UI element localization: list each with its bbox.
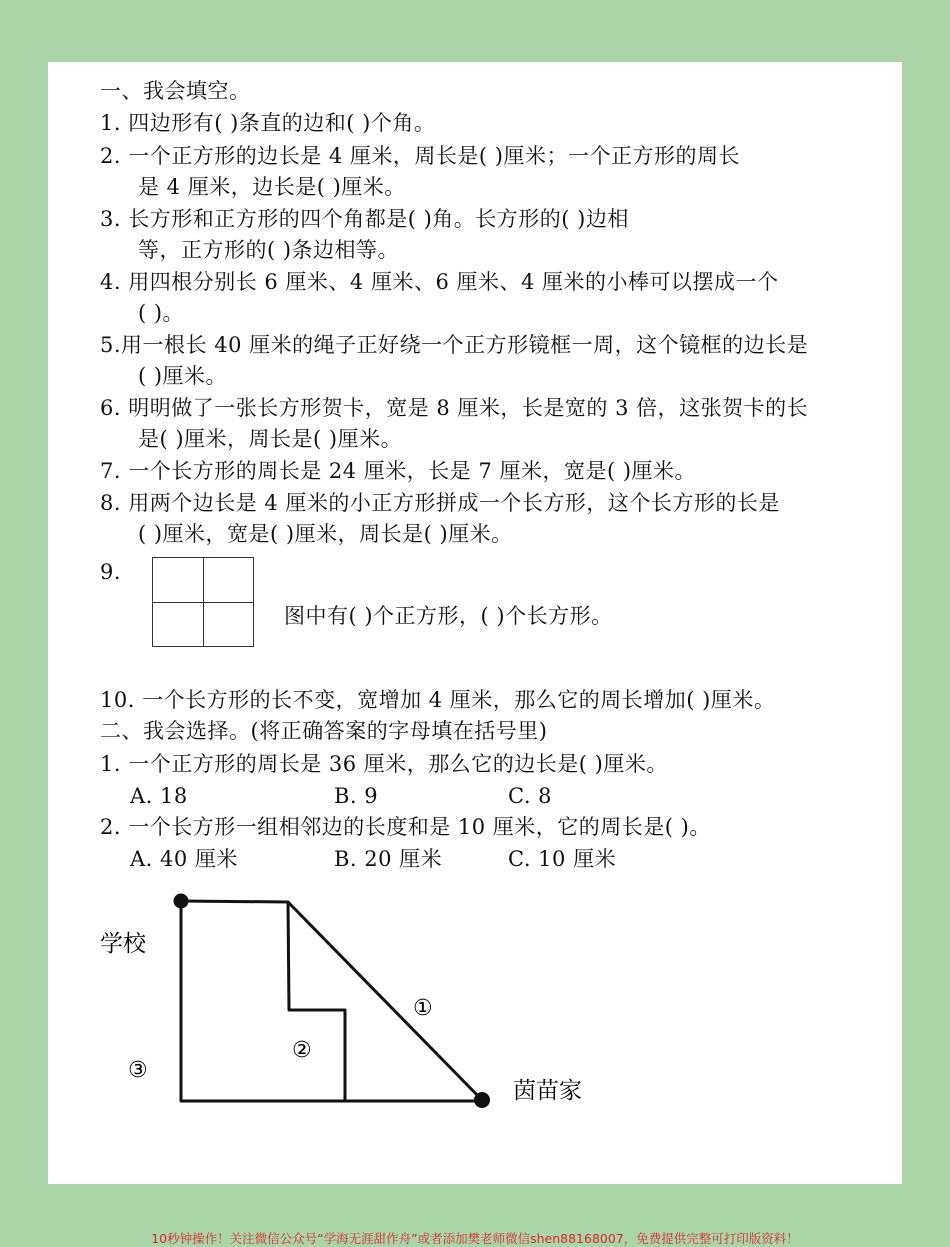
- choice-question-1: 1. 一个正方形的周长是 36 厘米，那么它的边长是( )厘米。: [100, 752, 668, 776]
- choice-question-2: 2. 一个长方形一组相邻边的长度和是 10 厘米，它的周长是( )。: [100, 815, 711, 839]
- worksheet-page: [48, 62, 902, 1184]
- question-line: ( )厘米，宽是( )厘米，周长是( )厘米。: [138, 522, 513, 546]
- question-line: ( )。: [138, 301, 185, 325]
- q9-text: 图中有( )个正方形，( )个长方形。: [284, 604, 613, 628]
- q9-number: 9.: [100, 560, 122, 584]
- question-line: 4. 用四根分别长 6 厘米、4 厘米、6 厘米、4 厘米的小棒可以摆成一个: [100, 270, 779, 294]
- route-1-path: [288, 902, 482, 1100]
- school-label: 学校: [100, 931, 146, 957]
- section1-title: 一、我会填空。: [100, 79, 251, 103]
- route-2-label: ②: [292, 1038, 312, 1063]
- option-b: B. 20 厘米: [334, 847, 443, 871]
- route-3-path: [181, 902, 482, 1101]
- route-1-label: ①: [413, 996, 433, 1021]
- home-point: [474, 1092, 490, 1108]
- question-line: ( )厘米。: [138, 364, 228, 388]
- question-line: 8. 用两个边长是 4 厘米的小正方形拼成一个长方形，这个长方形的长是: [100, 491, 780, 515]
- question-line: 是( )厘米，周长是( )厘米。: [138, 427, 403, 451]
- question-line: 5.用一根长 40 厘米的绳子正好绕一个正方形镜框一周，这个镜框的边长是: [100, 333, 809, 357]
- question-line: 3. 长方形和正方形的四个角都是( )角。长方形的( )边相: [100, 207, 629, 231]
- option-a: A. 18: [130, 784, 188, 808]
- option-c: C. 8: [508, 784, 553, 808]
- question-line: 是 4 厘米，边长是( )厘米。: [138, 175, 406, 199]
- option-b: B. 9: [334, 784, 379, 808]
- option-a: A. 40 厘米: [130, 847, 238, 871]
- question-10: 10. 一个长方形的长不变，宽增加 4 厘米，那么它的周长增加( )厘米。: [100, 688, 776, 712]
- route-3-label: ③: [128, 1058, 148, 1083]
- promo-footer: 10秒钟操作！关注微信公众号“学海无涯甜作舟”或者添加樊老师微信shen88168007，免费提供完整可打印版资料！: [151, 1231, 799, 1246]
- option-c: C. 10 厘米: [508, 847, 617, 871]
- section2-title: 二、我会选择。(将正确答案的字母填在括号里): [100, 719, 548, 743]
- home-label: 茵苗家: [513, 1078, 582, 1104]
- question-line: 2. 一个正方形的边长是 4 厘米，周长是( )厘米；一个正方形的周长: [100, 144, 740, 168]
- route-diagram: [48, 62, 902, 1184]
- question-line: 1. 四边形有( )条直的边和( )个角。: [100, 111, 436, 135]
- question-line: 等，正方形的( )条边相等。: [138, 238, 400, 262]
- route-2-path: [181, 901, 345, 1101]
- question-line: 6. 明明做了一张长方形贺卡，宽是 8 厘米，长是宽的 3 倍，这张贺卡的长: [100, 396, 809, 420]
- question-line: 7. 一个长方形的周长是 24 厘米，长是 7 厘米，宽是( )厘米。: [100, 459, 697, 483]
- school-point: [174, 894, 189, 909]
